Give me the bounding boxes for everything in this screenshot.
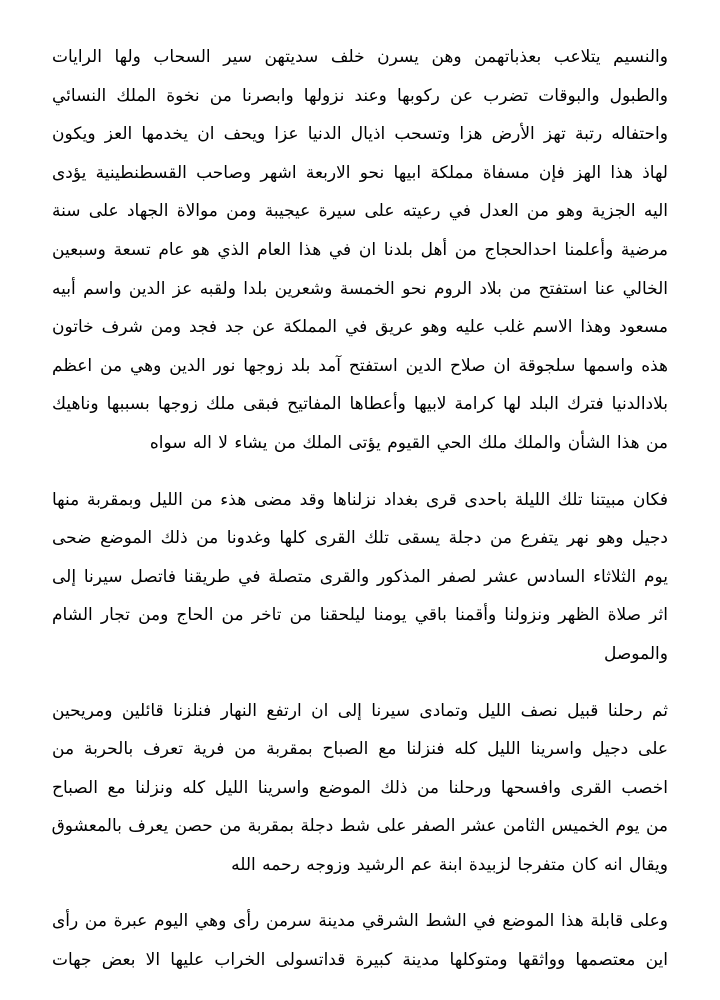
text-line: دجيل وهو نهر يتفرع من دجلة يسقى تلك القرى كلها وغدونا من ذلك الموضع ضحى bbox=[52, 528, 668, 549]
paragraph-2 bbox=[52, 481, 668, 674]
text-line: من هذا الشأن والملك ملك الحي القيوم يؤتى الملك من يشاء لا اله سواه bbox=[149, 432, 668, 453]
document-page bbox=[52, 38, 668, 980]
text-line: اثر صلاة الظهر ونزولنا وأقمنا باقي يومنا ليلحقنا من تاخر من الحاج ومن تجار الشام bbox=[52, 605, 668, 626]
text-line: ثم رحلنا قبيل نصف الليل وتمادى سيرنا إلى ان ارتفع النهار فنلزنا قائلين ومريحين bbox=[52, 700, 668, 721]
text-line: اخصب القرى وافسحها ورحلنا من ذلك الموضع واسرينا الليل كله ونزلنا مع الصباح bbox=[52, 777, 668, 798]
text-line: هذه واسمها سلجوقة ان صلاح الدين استفتح آمد بلد زوجها نور الدين وهي من اعظم bbox=[52, 355, 668, 376]
text-line: فكان مبيتنا تلك الليلة باحدى قرى بغداد نزلناها وقد مضى هذء من الليل وبمقربة منها bbox=[52, 489, 668, 510]
text-line: مرضية وأعلمنا احدالحجاج من أهل بلدنا ان في هذا العام الذي هو عام تسعة وسبعين bbox=[52, 239, 668, 260]
text-line: مسعود وهذا الاسم غلب عليه وهو عريق في المملكة عن جد فجد ومن شرف خاتون bbox=[52, 317, 668, 338]
paragraph-4 bbox=[52, 902, 668, 979]
text-line: اليه الجزية وهو من العدل في رعيته على سيرة عيجيبة ومن موالاة الجهاد على سنة bbox=[52, 201, 668, 222]
text-line: اين معتصمها وواثقها ومتوكلها مدينة كبيرة قداتسولى الخراب عليها الا بعض جهات bbox=[52, 950, 668, 971]
text-line: الخالي عنا استفتح من بلاد الروم نحو الخمسة وشعرين بلدا ولقبه عز الدين واسم أبيه bbox=[52, 278, 668, 299]
text-line: بلادالدنيا فترك البلد لها كرامة لابيها وأعطاها المفاتيح فبقى ملك زوجها بسببها وناهيك bbox=[52, 394, 668, 415]
text-line: والموصل bbox=[603, 643, 668, 664]
text-line: والنسيم يتلاعب بعذباتهمن وهن يسرن خلف سديتهن سير السحاب ولها الرايات bbox=[52, 47, 668, 67]
text-line: ويقال انه كان متفرجا لزبيدة ابنة عم الرشيد وزوجه رحمه الله bbox=[231, 854, 668, 875]
text-line: لهاذ هذا الهز فإن مسفاة مملكة ابيها نحو الاربعة اشهر وصاحب القسطنطينية يؤدى bbox=[52, 162, 668, 183]
text-line: على دجيل واسرينا الليل كله فنزلنا مع الصباح بمقربة من فرية تعرف بالحربة من bbox=[52, 739, 668, 760]
text-line: والطبول والبوقات تضرب عن ركوبها وعند نزولها وابصرنا من نخوة الملك النسائي bbox=[52, 85, 668, 106]
text-line: وعلى قابلة هذا الموضع في الشط الشرقي مدينة سرمن رأى وهي اليوم عبرة من رأى bbox=[52, 911, 668, 932]
paragraph-1 bbox=[52, 38, 668, 463]
text-line: من يوم الخميس الثامن عشر الصفر على شط دجلة بمقربة من حصن يعرف بالمعشوق bbox=[51, 816, 668, 837]
text-line: واحتفاله رتبة تهز الأرض هزا وتسحب اذيال الدنيا عزا ويحف ان يخدمها العز ويكون bbox=[52, 124, 668, 145]
text-line: يوم الثلاثاء السادس عشر لصفر المذكور والقرى متصلة في طريقنا فاتصل سيرنا إلى bbox=[52, 566, 668, 587]
paragraph-3 bbox=[52, 692, 668, 885]
